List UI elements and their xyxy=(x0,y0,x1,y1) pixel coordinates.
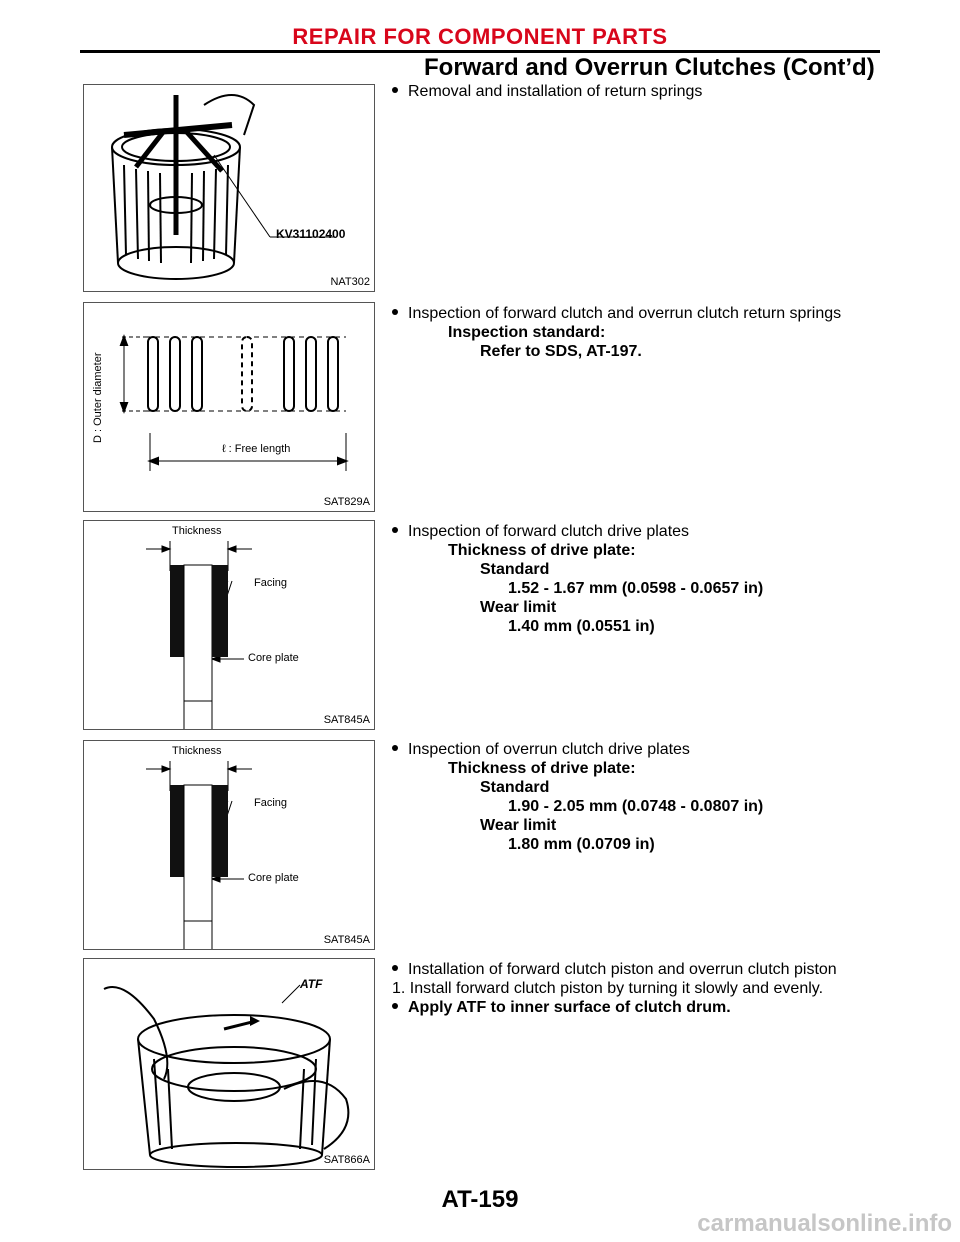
drive-plate-diagram xyxy=(84,741,375,950)
wear-limit-label: Wear limit xyxy=(480,817,557,834)
bullet-item xyxy=(392,304,841,323)
atf-label: ATF xyxy=(300,977,323,991)
bullet-text: Apply ATF to inner surface of clutch drum. xyxy=(408,999,731,1016)
wear-limit-label: Wear limit xyxy=(480,599,557,616)
bullet-icon xyxy=(392,527,398,533)
thickness-label: Thickness xyxy=(172,745,222,757)
figure-code: SAT866A xyxy=(323,1154,370,1166)
text-forward-plate-inspection xyxy=(392,522,763,636)
bullet-icon xyxy=(392,309,398,315)
bullet-item xyxy=(392,82,702,101)
standard-value: 1.90 - 2.05 mm (0.0748 - 0.0807 in) xyxy=(508,798,764,815)
bullet-icon xyxy=(392,1003,398,1009)
figure-sat845a-forward xyxy=(83,520,375,730)
figure-code: NAT302 xyxy=(330,276,370,288)
watermark: carmanualsonline.info xyxy=(697,1210,952,1237)
spring-dimension-diagram xyxy=(84,303,375,512)
bullet-item xyxy=(392,960,837,979)
sds-reference: Refer to SDS, AT-197. xyxy=(480,343,642,360)
bullet-item xyxy=(392,522,763,541)
outer-diameter-label: D : Outer diameter xyxy=(92,352,104,443)
drive-plate-diagram xyxy=(84,521,375,730)
figure-code: SAT829A xyxy=(323,496,370,508)
figure-code: SAT845A xyxy=(323,714,370,726)
text-overrun-plate-inspection xyxy=(392,740,763,854)
figure-sat829a xyxy=(83,302,375,512)
wear-limit-value: 1.40 mm (0.0551 in) xyxy=(508,618,655,635)
tool-label: KV31102400 xyxy=(276,227,346,241)
wear-limit-value: 1.80 mm (0.0709 in) xyxy=(508,836,655,853)
standard-label: Standard xyxy=(480,779,550,796)
bullet-text: Inspection of overrun clutch drive plates xyxy=(408,741,690,758)
bullet-icon xyxy=(392,745,398,751)
step-1: 1. Install forward clutch piston by turning it slowly and evenly. xyxy=(392,980,824,997)
facing-label: Facing xyxy=(254,797,288,809)
atf-instruction xyxy=(392,998,837,1017)
figure-nat302 xyxy=(83,84,375,292)
figure-sat845a-overrun xyxy=(83,740,375,950)
bullet-icon xyxy=(392,965,398,971)
standard-label: Standard xyxy=(480,561,550,578)
facing-label: Facing xyxy=(254,577,288,589)
free-length-label: ℓ : Free length xyxy=(222,443,291,455)
bullet-text: Inspection of forward clutch and overrun clutch return springs xyxy=(408,305,842,322)
figure-code: SAT845A xyxy=(323,934,370,946)
text-return-spring-inspection xyxy=(392,304,841,361)
thickness-label: Thickness xyxy=(172,525,222,537)
header-rule xyxy=(80,50,880,53)
page-number: AT-159 xyxy=(441,1186,519,1213)
bullet-item xyxy=(392,740,763,759)
thickness-heading: Thickness of drive plate: xyxy=(448,760,636,777)
text-piston-installation xyxy=(392,960,837,1017)
clutch-drum-tool-illustration xyxy=(84,85,375,292)
bullet-text: Installation of forward clutch piston and overrun clutch piston xyxy=(408,961,837,978)
inspection-standard-label: Inspection standard: xyxy=(448,324,606,341)
bullet-text: Inspection of forward clutch drive plates xyxy=(408,523,690,540)
thickness-heading: Thickness of drive plate: xyxy=(448,542,636,559)
bullet-text: Removal and installation of return springs xyxy=(408,83,703,100)
core-plate-label: Core plate xyxy=(248,652,299,664)
standard-value: 1.52 - 1.67 mm (0.0598 - 0.0657 in) xyxy=(508,580,764,597)
bullet-icon xyxy=(392,87,398,93)
core-plate-label: Core plate xyxy=(248,872,299,884)
text-removal-springs xyxy=(392,82,702,101)
figure-sat866a xyxy=(83,958,375,1170)
piston-installation-illustration xyxy=(84,959,375,1170)
page-title: Forward and Overrun Clutches (Cont’d) xyxy=(424,54,875,81)
section-header: REPAIR FOR COMPONENT PARTS xyxy=(292,24,668,49)
